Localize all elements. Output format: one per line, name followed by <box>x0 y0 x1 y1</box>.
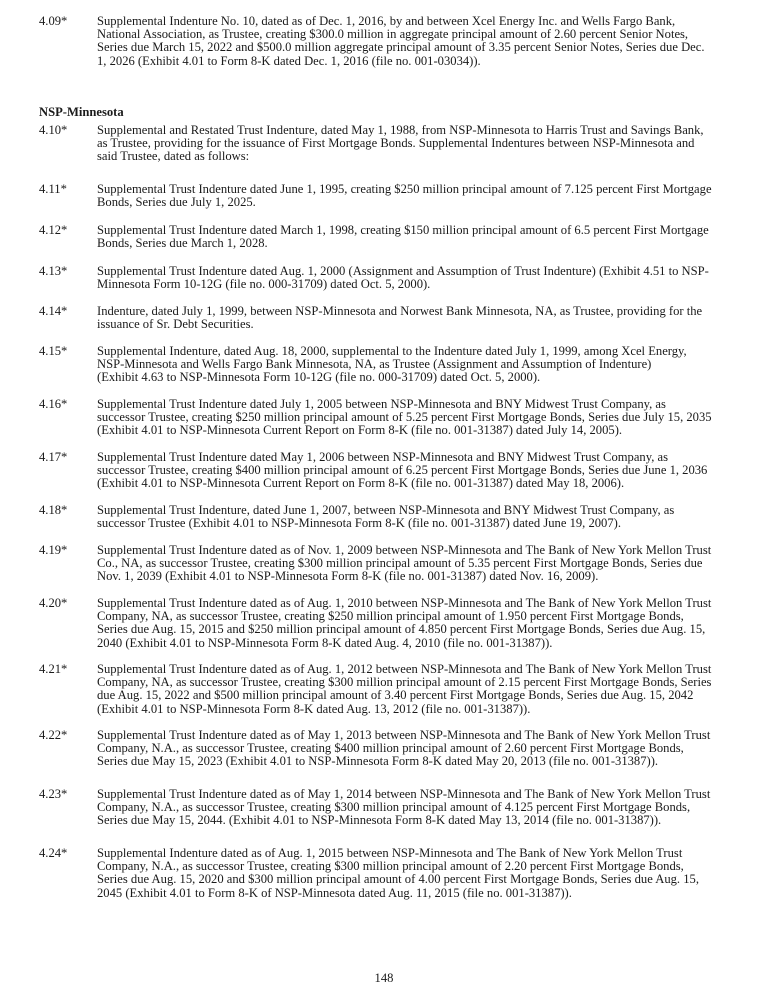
description-line: Series due Aug. 15, 2020 and $300 million principal amount of 4.00 percent First Mortgage Bonds, Series due Aug. 15, <box>97 872 699 887</box>
description-line: Supplemental Trust Indenture dated July 1, 2005 between NSP-Minnesota and BNY Midwest Trust Company, as <box>97 397 666 411</box>
exhibit-description <box>97 183 747 209</box>
exhibit-number: 4.23* <box>39 787 68 801</box>
exhibit-description <box>97 597 747 650</box>
exhibit-number: 4.24* <box>39 846 68 860</box>
description-line: Company, NA, as successor Trustee, creating $250 million principal amount of 1.950 percent First Mortgage Bonds, <box>97 609 684 624</box>
description-line: successor Trustee, creating $400 million principal amount of 6.25 percent First Mortgage Bonds, Series due June 1, 2036 <box>97 463 708 478</box>
description-line: issuance of Sr. Debt Securities. <box>97 317 254 332</box>
exhibit-description <box>97 398 747 438</box>
exhibit-number: 4.14* <box>39 304 68 318</box>
description-line: National Association, as Trustee, creating $300.0 million in aggregate principal amount of 2.60 percent Senior Notes, <box>97 27 689 42</box>
exhibit-description <box>97 544 747 584</box>
exhibit-description <box>97 265 747 291</box>
description-line: Company, N.A., as successor Trustee, creating $400 million principal amount of 2.60 percent First Mortgage Bonds, <box>97 741 684 756</box>
description-line: Bonds, Series due March 1, 2028. <box>97 236 268 251</box>
exhibit-description <box>97 504 747 530</box>
description-line: as Trustee, providing for the issuance of First Mortgage Bonds. Supplemental Indentures between NSP-Minnesota and <box>97 136 695 151</box>
description-line: Supplemental Trust Indenture dated June 1, 1995, creating $250 million principal amount of 7.125 percent First Mortgage <box>97 182 712 196</box>
exhibit-description <box>97 451 747 491</box>
exhibit-description <box>97 847 747 900</box>
description-line: Supplemental Trust Indenture dated as of Nov. 1, 2009 between NSP-Minnesota and The Bank of New York Mellon Trust <box>97 543 712 557</box>
exhibit-description <box>97 15 747 68</box>
description-line: NSP-Minnesota and Wells Fargo Bank Minnesota, NA, as Trustee (Assignment and Assumption of Indenture) <box>97 357 652 372</box>
description-line: Company, N.A., as successor Trustee, creating $300 million principal amount of 4.125 percent First Mortgage Bonds, <box>97 800 691 815</box>
description-line: Series due March 15, 2022 and $500.0 million aggregate principal amount of 3.35 percent Senior Notes, Series due Dec. <box>97 40 705 55</box>
exhibit-description <box>97 663 747 716</box>
exhibit-description <box>97 729 747 769</box>
exhibit-number: 4.16* <box>39 397 68 411</box>
description-line: Minnesota Form 10-12G (file no. 000-31709) dated Oct. 5, 2000). <box>97 277 431 292</box>
section-heading: NSP-Minnesota <box>39 105 124 119</box>
description-line: (Exhibit 4.01 to NSP-Minnesota Current Report on Form 8-K (file no. 001-31387) dated July 14, 2005). <box>97 423 623 438</box>
exhibit-description <box>97 124 747 164</box>
description-line: (Exhibit 4.63 to NSP-Minnesota Form 10-12G (file no. 000-31709) dated Oct. 5, 2000). <box>97 370 541 385</box>
exhibit-description <box>97 224 747 250</box>
description-line: (Exhibit 4.01 to NSP-Minnesota Form 8-K dated Aug. 13, 2012 (file no. 001-31387)). <box>97 701 531 716</box>
description-line: Series due Aug. 15, 2015 and $250 million principal amount of 4.850 percent First Mortgage Bonds, Series due Aug. 15, <box>97 622 706 637</box>
description-line: Supplemental Trust Indenture, dated June 1, 2007, between NSP-Minnesota and BNY Midwest Trust Company, as <box>97 503 675 517</box>
exhibit-number: 4.19* <box>39 543 68 557</box>
exhibit-number: 4.18* <box>39 503 68 517</box>
exhibit-number: 4.13* <box>39 264 68 278</box>
description-line: Supplemental Indenture No. 10, dated as of Dec. 1, 2016, by and between Xcel Energy Inc. and Wells Fargo Bank, <box>97 14 676 28</box>
description-line: Co., NA, as successor Trustee, creating $300 million principal amount of 5.35 percent First Mortgage Bonds, Series due <box>97 556 703 571</box>
exhibit-number: 4.20* <box>39 596 68 610</box>
exhibit-number: 4.22* <box>39 728 68 742</box>
description-line: 1, 2026 (Exhibit 4.01 to Form 8-K dated Dec. 1, 2016 (file no. 001-03034)). <box>97 53 481 68</box>
description-line: Series due May 15, 2044. (Exhibit 4.01 to NSP-Minnesota Form 8-K dated May 13, 2014 (file no. 001-31387)). <box>97 813 662 828</box>
description-line: Supplemental Trust Indenture dated as of Aug. 1, 2010 between NSP-Minnesota and The Bank of New York Mellon Trust <box>97 596 712 610</box>
exhibit-description <box>97 788 747 828</box>
description-line: 2045 (Exhibit 4.01 to Form 8-K of NSP-Minnesota dated Aug. 11, 2015 (file no. 001-31387)). <box>97 885 572 900</box>
exhibit-description <box>97 345 747 385</box>
description-line: Supplemental Trust Indenture dated as of Aug. 1, 2012 between NSP-Minnesota and The Bank of New York Mellon Trust <box>97 662 712 676</box>
description-line: due Aug. 15, 2022 and $500 million principal amount of 3.40 percent First Mortgage Bonds, Series due Aug. 15, 2042 <box>97 688 694 703</box>
description-line: Supplemental and Restated Trust Indenture, dated May 1, 1988, from NSP-Minnesota to Harris Trust and Savings Bank, <box>97 123 704 137</box>
description-line: Bonds, Series due July 1, 2025. <box>97 195 256 210</box>
exhibit-number: 4.21* <box>39 662 68 676</box>
description-line: successor Trustee (Exhibit 4.01 to NSP-Minnesota Form 8-K (file no. 001-31387) dated June 19, 2007). <box>97 516 621 531</box>
description-line: Supplemental Trust Indenture dated as of May 1, 2014 between NSP-Minnesota and The Bank of New York Mellon Trust <box>97 787 711 801</box>
description-line: 2040 (Exhibit 4.01 to NSP-Minnesota Form 8-K dated Aug. 4, 2010 (file no. 001-31387)). <box>97 635 553 650</box>
exhibit-number: 4.10* <box>39 123 68 137</box>
description-line: Series due May 15, 2023 (Exhibit 4.01 to NSP-Minnesota Form 8-K dated May 20, 2013 (file no. 001-31387)). <box>97 754 659 769</box>
description-line: Supplemental Indenture, dated Aug. 18, 2000, supplemental to the Indenture dated July 1, 1999, among Xcel Energy, <box>97 344 687 358</box>
exhibit-number: 4.09* <box>39 14 68 28</box>
description-line: Supplemental Indenture dated as of Aug. 1, 2015 between NSP-Minnesota and The Bank of New York Mellon Trust <box>97 846 683 860</box>
exhibit-number: 4.15* <box>39 344 68 358</box>
description-line: Supplemental Trust Indenture dated May 1, 2006 between NSP-Minnesota and BNY Midwest Trust Company, as <box>97 450 668 464</box>
exhibit-number: 4.17* <box>39 450 68 464</box>
page-number: 148 <box>374 971 394 985</box>
description-line: Company, N.A., as successor Trustee, creating $300 million principal amount of 2.20 percent First Mortgage Bonds, <box>97 859 684 874</box>
description-line: successor Trustee, creating $250 million principal amount of 5.25 percent First Mortgage Bonds, Series due July 15, 2035 <box>97 410 712 425</box>
exhibit-number: 4.12* <box>39 223 68 237</box>
description-line: Nov. 1, 2039 (Exhibit 4.01 to NSP-Minnesota Form 8-K (file no. 001-31387) dated Nov. 16, 2009). <box>97 569 599 584</box>
description-line: (Exhibit 4.01 to NSP-Minnesota Current Report on Form 8-K (file no. 001-31387) dated May 18, 2006). <box>97 476 625 491</box>
description-line: Supplemental Trust Indenture dated Aug. 1, 2000 (Assignment and Assumption of Trust Indenture) (Exhibit 4.51 to NSP- <box>97 264 709 278</box>
description-line: Supplemental Trust Indenture dated as of May 1, 2013 between NSP-Minnesota and The Bank of New York Mellon Trust <box>97 728 711 742</box>
exhibit-description <box>97 305 747 331</box>
exhibit-number: 4.11* <box>39 182 67 196</box>
description-line: said Trustee, dated as follows: <box>97 149 250 164</box>
description-line: Indenture, dated July 1, 1999, between NSP-Minnesota and Norwest Bank Minnesota, NA, as Trustee, providing for the <box>97 304 703 318</box>
description-line: Company, NA, as successor Trustee, creating $300 million principal amount of 2.15 percent First Mortgage Bonds, Series <box>97 675 712 690</box>
description-line: Supplemental Trust Indenture dated March 1, 1998, creating $150 million principal amount of 6.5 percent First Mortgage <box>97 223 709 237</box>
